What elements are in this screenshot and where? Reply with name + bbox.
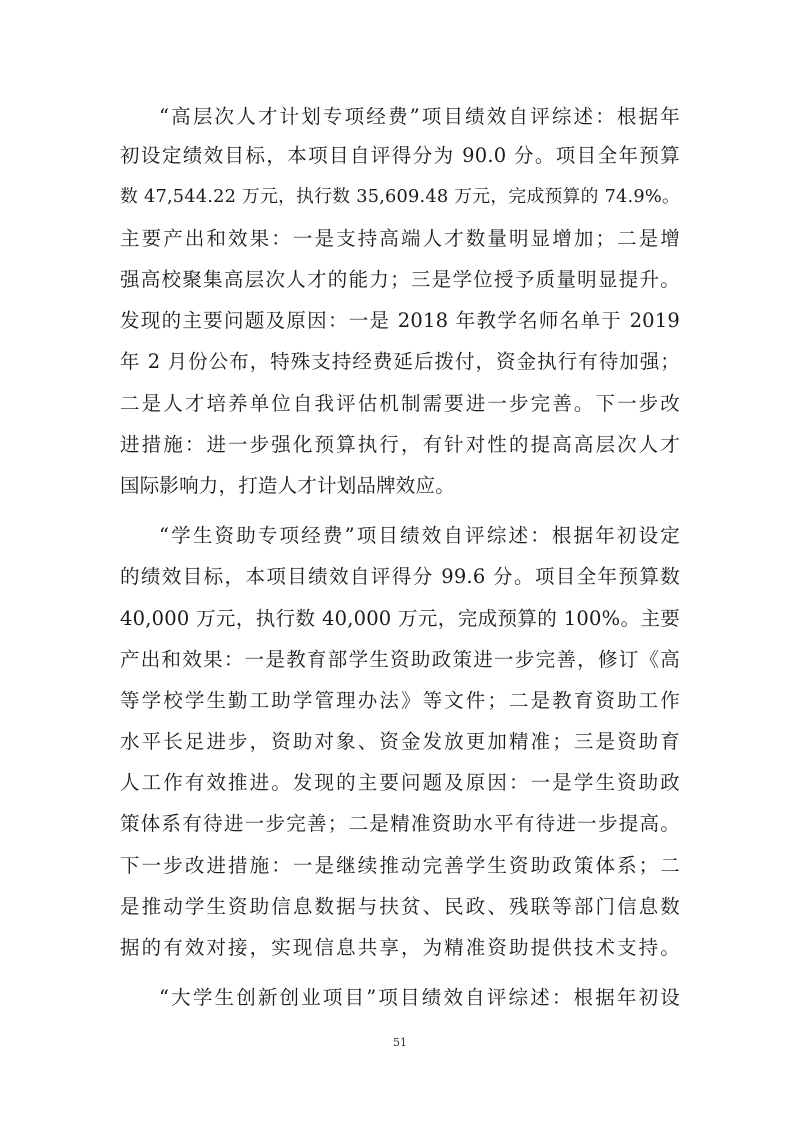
text-line: 发现的主要问题及原因：一是 2018 年教学名师名单于 2019 — [120, 309, 680, 332]
text-line: 人工作有效推进。发现的主要问题及原因：一是学生资助政 — [120, 771, 680, 794]
text-line: 是推动学生资助信息数据与扶贫、民政、残联等部门信息数 — [120, 895, 680, 918]
text-line: 主要产出和效果：一是支持高端人才数量明显增加；二是增 — [120, 227, 680, 250]
text-line: 年 2 月份公布，特殊支持经费延后拨付，资金执行有待加强； — [120, 350, 680, 373]
text-line: 下一步改进措施：一是继续推动完善学生资助政策体系；二 — [120, 854, 680, 877]
text-line: 强高校聚集高层次人才的能力；三是学位授予质量明显提升。 — [120, 268, 680, 291]
text-line: 策体系有待进一步完善；二是精准资助水平有待进一步提高。 — [120, 812, 680, 835]
text-line: 二是人才培养单位自我评估机制需要进一步完善。下一步改 — [120, 392, 680, 415]
text-line: 数 47,544.22 万元，执行数 35,609.48 万元，完成预算的 74.9%。 — [120, 187, 680, 207]
text-line: 初设定绩效目标，本项目自评得分为 90.0 分。项目全年预算 — [120, 144, 680, 167]
page-number: 51 — [393, 1036, 407, 1049]
text-line: 进措施：进一步强化预算执行，有针对性的提高高层次人才 — [120, 433, 680, 456]
text-line: “学生资助专项经费”项目绩效自评综述：根据年初设定 — [159, 524, 680, 547]
text-line: 40,000 万元，执行数 40,000 万元，完成预算的 100%。主要 — [120, 607, 680, 630]
text-line: “大学生创新创业项目”项目绩效自评综述：根据年初设 — [159, 986, 680, 1009]
text-line: 水平长足进步，资助对象、资金发放更加精准；三是资助育 — [120, 730, 680, 753]
text-line: 等学校学生勤工助学管理办法》等文件；二是教育资助工作 — [120, 689, 680, 712]
text-line: 国际影响力，打造人才计划品牌效应。 — [120, 474, 455, 497]
text-line: 的绩效目标，本项目绩效自评得分 99.6 分。项目全年预算数 — [120, 565, 680, 588]
text-line: 产出和效果：一是教育部学生资助政策进一步完善，修订《高 — [120, 648, 680, 671]
text-line: “高层次人才计划专项经费”项目绩效自评综述：根据年 — [159, 105, 680, 128]
text-line: 据的有效对接，实现信息共享，为精准资助提供技术支持。 — [120, 936, 680, 959]
